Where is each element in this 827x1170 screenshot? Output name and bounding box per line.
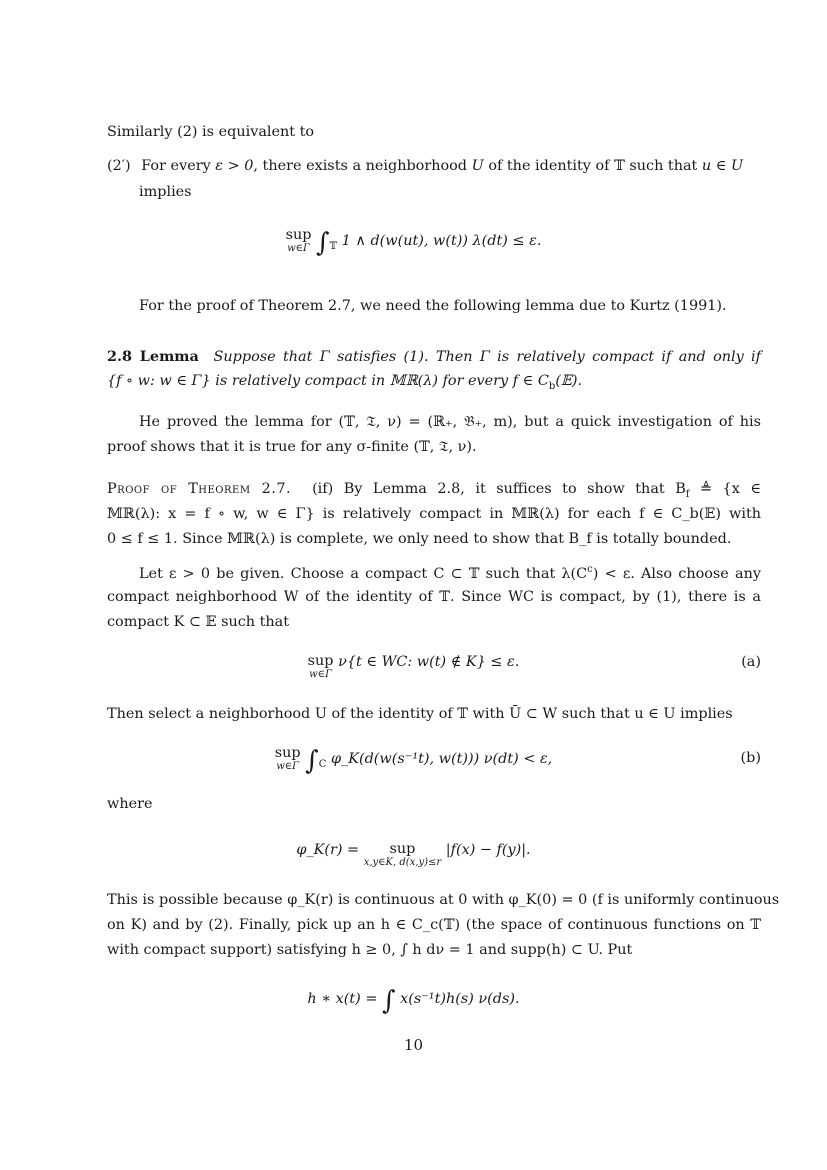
paragraph-possible-line1: This is possible because φ_K(r) is continuous at 0 with φ_K(0) = 0 (f is uniformly continuous xyxy=(107,892,780,908)
proof-line2: 𝕄ℝ(λ): x = f ∘ w, w ∈ Γ} is relatively compact in 𝕄ℝ(λ) for each f ∈ C_b(𝔼) with xyxy=(107,506,761,522)
equation-convolution: h ∗ x(t) = ∫ x(s⁻¹t)h(s) ν(ds). xyxy=(307,986,520,1016)
equation-tag-a: (a) xyxy=(741,654,761,670)
proof-line1: Proof of Theorem 2.7. (if) By Lemma 2.8, it suffices to show that $B_f$ ≜ {x ∈ xyxy=(107,481,761,500)
proof-heading: Proof of Theorem 2.7. xyxy=(107,481,292,497)
equation-tag-b: (b) xyxy=(740,750,761,766)
paragraph-possible-line2: on K) and by (2). Finally, pick up an h ∈ C_c(𝕋) (the space of continuous functions on 𝕋 xyxy=(107,917,761,933)
paragraph-similarly: Similarly (2) is equivalent to xyxy=(107,124,315,140)
equation-sup-integral: sup w∈Γ $\int_𝕋$ 1 ∧ d(w(ut), w(t)) λ(dt) ≤ ε. xyxy=(285,227,542,258)
paragraph-let-eps-line3: compact K ⊂ 𝔼 such that xyxy=(107,614,290,630)
paragraph-kurtz: For the proof of Theorem 2.7, we need the following lemma due to Kurtz (1991). xyxy=(139,298,727,314)
proof-line3: 0 ≤ f ≤ 1. Since 𝕄ℝ(λ) is complete, we only need to show that B_f is totally bounded. xyxy=(107,531,732,547)
equation-phi-k: φ_K(r) = sup x,y∈K, d(x,y)≤r |f(x) − f(y)|. xyxy=(296,841,531,868)
paragraph-proved-line2: proof shows that it is true for any σ-finite (𝕋, 𝔗, ν). xyxy=(107,439,477,455)
item-2-prime-line1: (2′) For every ε > 0, there exists a neighborhood U of the identity of 𝕋 such that u ∈ U xyxy=(107,158,744,174)
page-number: 10 xyxy=(403,1036,424,1054)
item-2-prime-line2: implies xyxy=(139,184,192,200)
where-text: where xyxy=(107,796,153,812)
lemma-2-8-line2: {f ∘ w: w ∈ Γ} is relatively compact in 𝕄ℝ(λ) for every f ∈ $C_b(𝔼)$. xyxy=(107,373,583,392)
paragraph-let-eps-line2: compact neighborhood W of the identity of 𝕋. Since WC is compact, by (1), there is a xyxy=(107,589,761,605)
item-label: (2′) xyxy=(107,158,131,174)
paragraph-let-eps-line1: Let ε > 0 be given. Choose a compact C ⊂ 𝕋 such that $\lambda(C^c) < \varepsilon$. Also choose any xyxy=(139,564,761,582)
equation-a: sup w∈Γ ν{t ∈ WC: w(t) ∉ K} ≤ ε. xyxy=(307,653,520,680)
equation-b: sup w∈Γ $\int_C$ φ_K(d(w(s⁻¹t), w(t))) ν(dt) < ε, xyxy=(274,745,553,776)
paragraph-possible-line3: with compact support) satisfying h ≥ 0, ∫ h dν = 1 and supp(h) ⊂ U. Put xyxy=(107,942,633,958)
lemma-2-8-line1: 2.8 Lemma Suppose that Γ satisfies (1). Then Γ is relatively compact if and only if xyxy=(107,348,761,365)
paragraph-select-neighborhood: Then select a neighborhood U of the identity of 𝕋 with Ū ⊂ W such that u ∈ U implies xyxy=(107,706,733,722)
paragraph-proved-line1: He proved the lemma for (𝕋, 𝔗, ν) = (ℝ₊, 𝔅₊, m), but a quick investigation of his xyxy=(139,414,761,430)
lemma-heading: 2.8 Lemma xyxy=(107,348,199,365)
